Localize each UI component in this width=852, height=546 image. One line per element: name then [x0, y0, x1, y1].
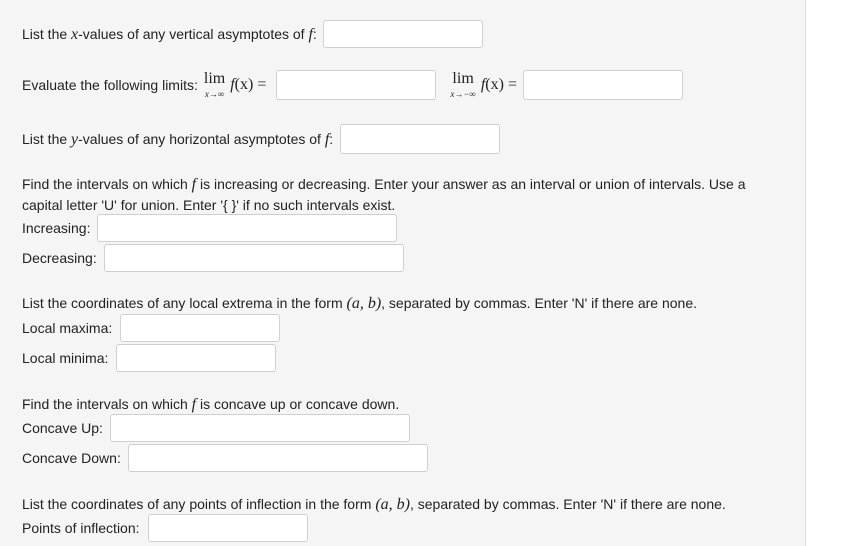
- inflection-label: Points of inflection:: [22, 520, 140, 536]
- limit-pos-fx: f(x) =: [230, 76, 267, 93]
- limit-neg-fx: f(x) =: [480, 76, 517, 93]
- limit-neg-infinity: lim x→−∞: [450, 70, 476, 99]
- concavity-instructions: [22, 394, 399, 415]
- increasing-decreasing-instructions: Find the intervals on which f is increasing or decreasing. Enter your answer as an interval or union of intervals. Use a capital letter 'U' for union. Enter '{ }' if no such intervals exist.: [22, 176, 746, 213]
- concavity-instructions-text: Find the intervals on which f is concave up or concave down.: [22, 396, 400, 413]
- local-maxima-label: Local maxima:: [22, 320, 113, 336]
- limits-label: Evaluate the following limits:: [22, 77, 198, 93]
- extrema-instructions-text: List the coordinates of any local extrema in the form (a, b), separated by commas. Enter 'N' if there are none.: [22, 295, 697, 312]
- local-maxima-row: [22, 314, 280, 342]
- concave-down-row: [22, 444, 428, 472]
- decreasing-row: [22, 244, 404, 272]
- increasing-label: Increasing:: [22, 220, 91, 236]
- local-maxima-input[interactable]: [120, 314, 280, 342]
- limit-pos-infinity: lim x→∞: [203, 70, 226, 99]
- concave-down-input[interactable]: [128, 444, 428, 472]
- local-minima-row: [22, 344, 276, 372]
- limit-neg-infinity-input[interactable]: [523, 70, 683, 100]
- concave-down-label: Concave Down:: [22, 450, 121, 466]
- inflection-instructions-text: List the coordinates of any points of inflection in the form (a, b), separated by commas. Enter 'N' if there are none.: [22, 496, 726, 513]
- concave-up-row: [22, 414, 410, 442]
- limits-row: [22, 70, 683, 100]
- horizontal-asymptote-label: List the y-values of any horizontal asymptotes of f:: [22, 130, 334, 148]
- vertical-asymptote-row: [22, 20, 483, 48]
- inflection-input[interactable]: [148, 514, 308, 542]
- vertical-asymptote-input[interactable]: [323, 20, 483, 48]
- increasing-row: [22, 214, 397, 242]
- inflection-row: [22, 514, 308, 542]
- concave-up-input[interactable]: [110, 414, 410, 442]
- decreasing-input[interactable]: [104, 244, 404, 272]
- horizontal-asymptote-row: [22, 124, 500, 154]
- concave-up-label: Concave Up:: [22, 420, 103, 436]
- decreasing-label: Decreasing:: [22, 250, 97, 266]
- increasing-input[interactable]: [97, 214, 397, 242]
- local-minima-label: Local minima:: [22, 350, 109, 366]
- extrema-instructions: [22, 293, 697, 314]
- inflection-instructions: [22, 494, 726, 515]
- horizontal-asymptote-input[interactable]: [340, 124, 500, 154]
- limit-pos-infinity-input[interactable]: [276, 70, 436, 100]
- local-minima-input[interactable]: [116, 344, 276, 372]
- vertical-asymptote-label: List the x-values of any vertical asymptotes of f:: [22, 25, 317, 43]
